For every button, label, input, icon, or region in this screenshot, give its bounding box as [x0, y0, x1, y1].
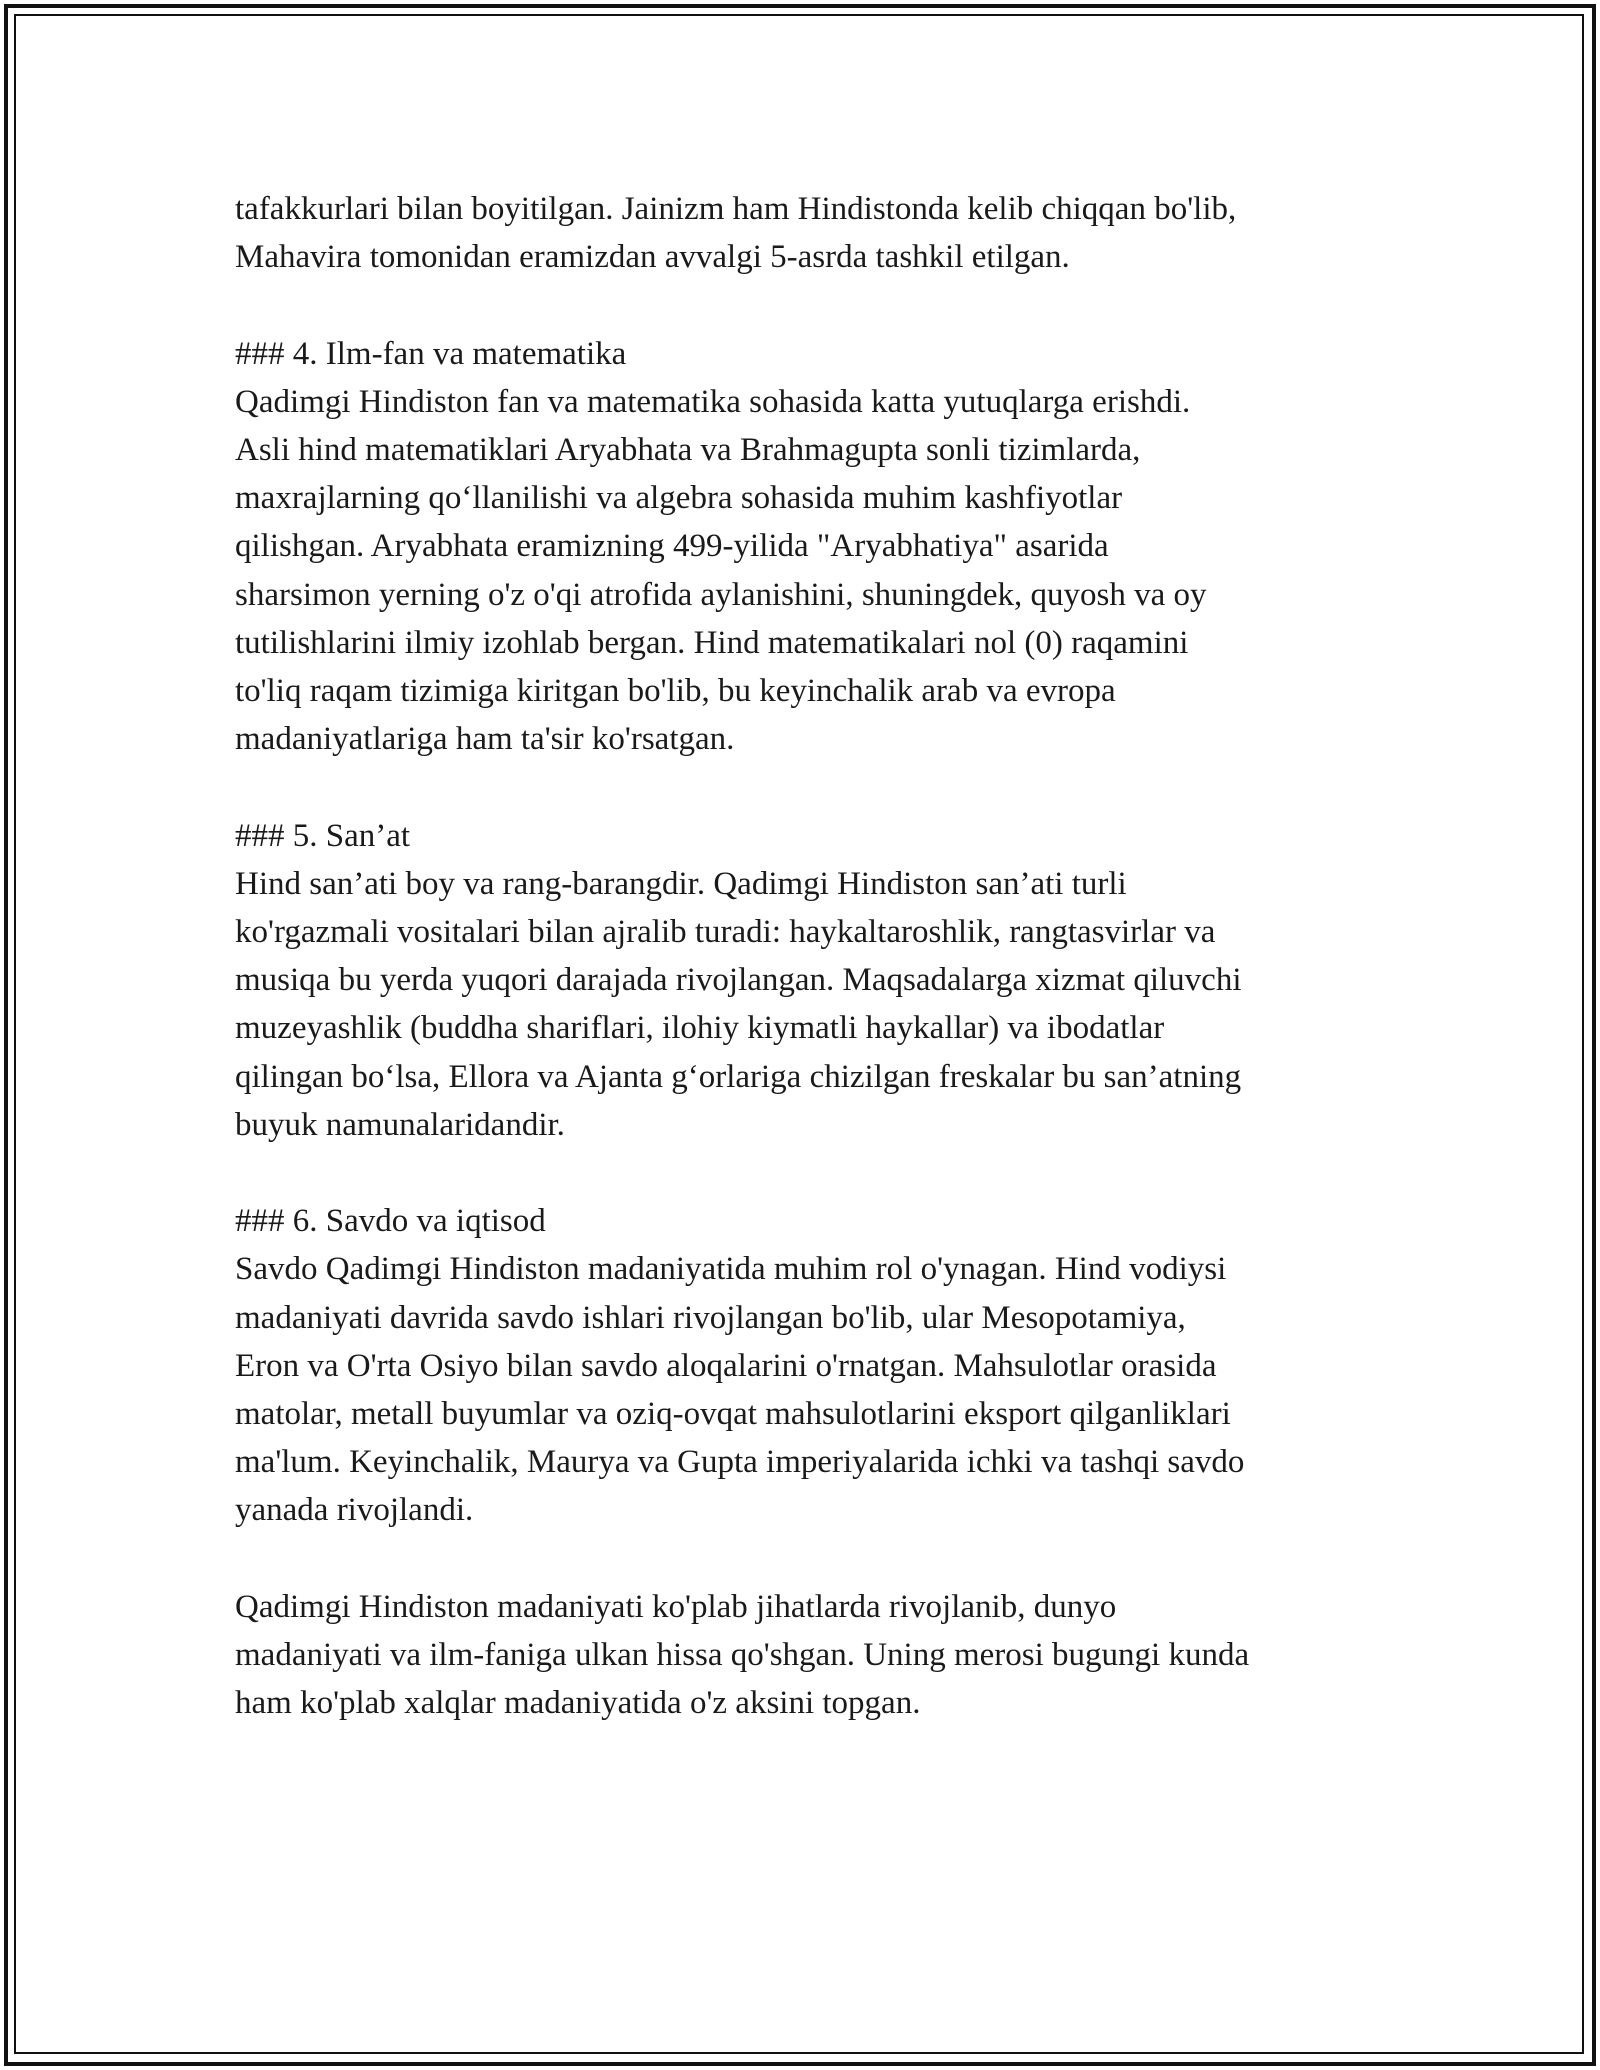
section-trade-economy [235, 1197, 1385, 1534]
intro-line: tafakkurlari bilan boyitilgan. Jainizm ham Hindistonda kelib chiqqan bo'lib, [235, 191, 1237, 227]
document-body [235, 185, 1385, 1727]
section-heading: ### 6. Savdo va iqtisod [235, 1203, 546, 1240]
section-line: Qadimgi Hindiston fan va matematika sohasida katta yutuqlarga erishdi. [235, 383, 1191, 420]
section-line: sharsimon yerning o'z o'qi atrofida aylanishini, shuningdek, quyosh va oy [235, 576, 1207, 613]
section-line: tutilishlarini ilmiy izohlab bergan. Hind matematikalari nol (0) raqamini [235, 624, 1189, 661]
paragraph-gap [235, 763, 1385, 811]
intro-paragraph [235, 185, 1385, 281]
section-line: madaniyati davrida savdo ishlari rivojlangan bo'lib, ular Mesopotamiya, [235, 1299, 1186, 1336]
conclusion-line: ham ko'plab xalqlar madaniyatida o'z aksini topgan. [235, 1685, 921, 1722]
conclusion-paragraph [235, 1583, 1385, 1728]
intro-line: Mahavira tomonidan eramizdan avvalgi 5-asrda tashkil etilgan. [235, 239, 1070, 276]
section-line: Asli hind matematiklari Aryabhata va Brahmagupta sonli tizimlarda, [235, 432, 1141, 468]
section-art [235, 812, 1385, 1149]
paragraph-gap [235, 281, 1385, 329]
conclusion-line: Qadimgi Hindiston madaniyati ko'plab jihatlarda rivojlanib, dunyo [235, 1588, 1117, 1625]
section-line: qilingan bo‘lsa, Ellora va Ajanta g‘orlariga chizilgan freskalar bu san’atning [235, 1058, 1242, 1095]
section-line: buyuk namunalaridandir. [235, 1106, 565, 1143]
paragraph-gap [235, 1535, 1385, 1583]
section-line: madaniyatlariga ham ta'sir ko'rsatgan. [235, 721, 735, 758]
section-line: yanada rivojlandi. [235, 1492, 474, 1529]
paragraph-gap [235, 1149, 1385, 1197]
section-line: to'liq raqam tizimiga kiritgan bo'lib, bu keyinchalik arab va evropa [235, 673, 1116, 710]
section-line: Eron va O'rta Osiyo bilan savdo aloqalarini o'rnatgan. Mahsulotlar orasida [235, 1347, 1217, 1384]
section-line: musiqa bu yerda yuqori darajada rivojlangan. Maqsadalarga xizmat qiluvchi [235, 962, 1242, 999]
section-line: Hind san’ati boy va rang-barangdir. Qadimgi Hindiston san’ati turli [235, 865, 1127, 902]
section-heading: ### 5. San’at [235, 817, 411, 854]
section-line: qilishgan. Aryabhata eramizning 499-yilida "Aryabhatiya" asarida [235, 528, 1109, 565]
section-science-math [235, 330, 1385, 764]
section-line: ma'lum. Keyinchalik, Maurya va Gupta imperiyalarida ichki va tashqi savdo [235, 1444, 1245, 1481]
section-heading: ### 4. Ilm-fan va matematika [235, 335, 627, 372]
section-line: muzeyashlik (buddha shariflari, ilohiy kiymatli haykallar) va ibodatlar [235, 1010, 1165, 1047]
section-line: matolar, metall buyumlar va oziq-ovqat mahsulotlarini eksport qilganliklari [235, 1396, 1231, 1433]
conclusion-line: madaniyati va ilm-faniga ulkan hissa qo'shgan. Uning merosi bugungi kunda [235, 1637, 1250, 1674]
section-line: Savdo Qadimgi Hindiston madaniyatida muhim rol o'ynagan. Hind vodiysi [235, 1251, 1227, 1288]
section-line: ko'rgazmali vositalari bilan ajralib turadi: haykaltaroshlik, rangtasvirlar va [235, 914, 1216, 951]
section-line: maxrajlarning qo‘llanilishi va algebra sohasida muhim kashfiyotlar [235, 480, 1123, 517]
